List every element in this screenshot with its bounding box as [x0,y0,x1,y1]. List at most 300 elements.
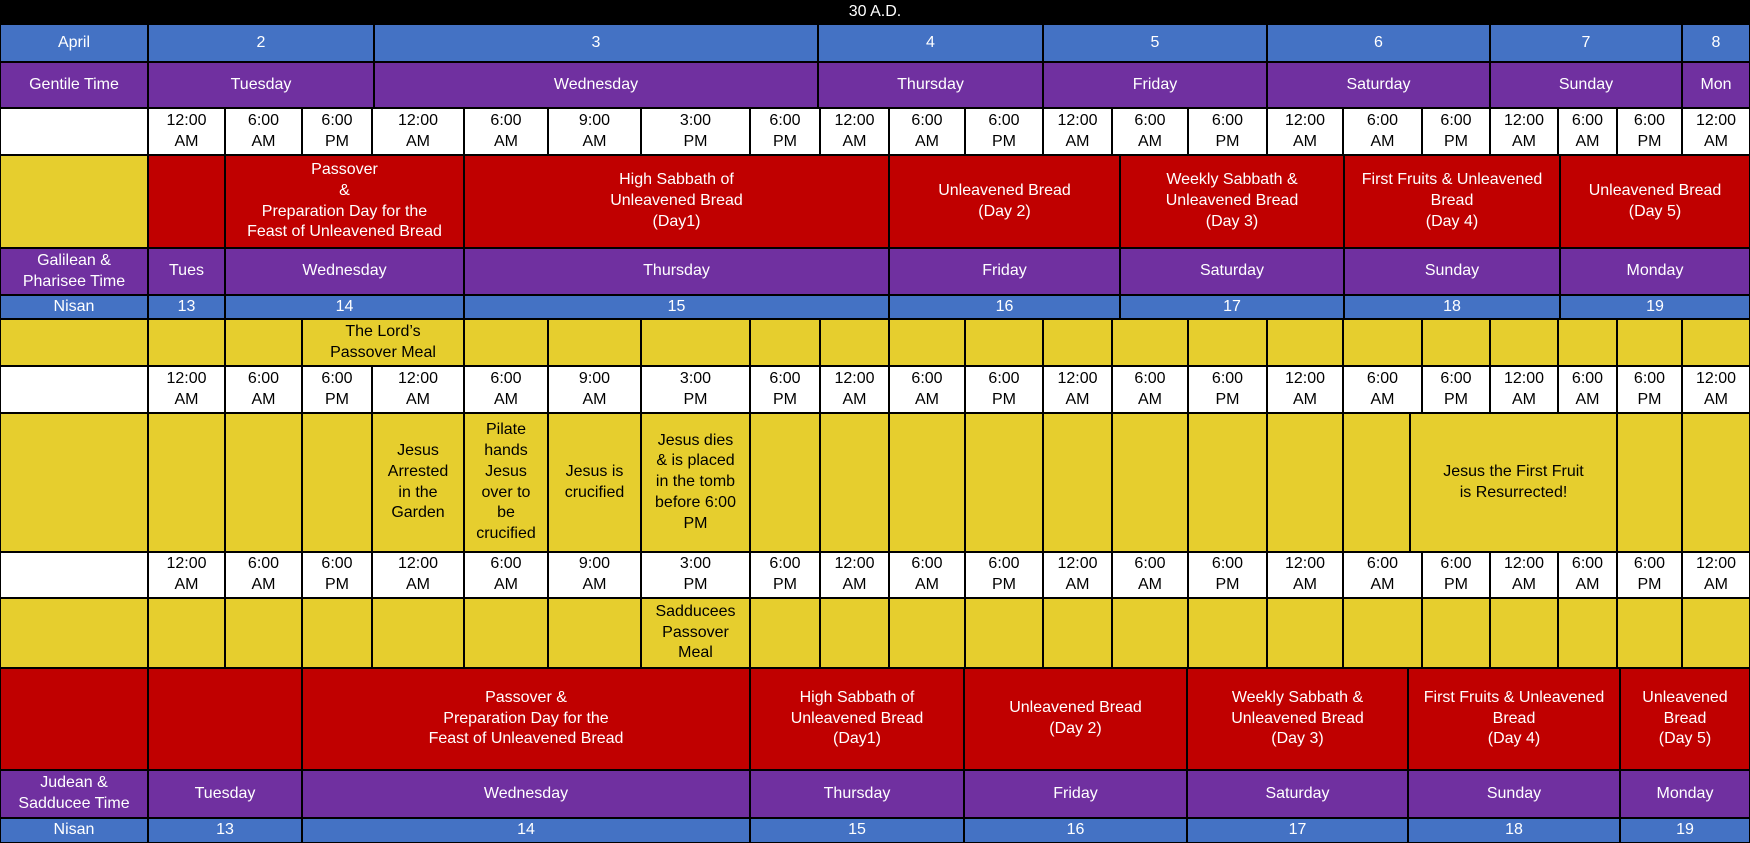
april-cell [1267,24,1490,62]
april-cell-text: 3 [591,33,601,51]
times2-cell [548,366,641,413]
meal2-cell [1267,598,1343,668]
judean-cell-text: Monday [1656,784,1714,802]
times3-cell [0,552,148,598]
times2-cell-text: 6:00 AM [1571,369,1604,408]
april-cell-text: 7 [1581,33,1591,51]
galilean-cell [0,248,148,295]
meal2-cell [548,598,641,668]
galilean-cell-text: Galilean & Pharisee Time [22,251,126,290]
times1-cell-text: 6:00 PM [1440,111,1472,150]
times3-cell [148,552,225,598]
meal2-cell [1558,598,1617,668]
nisan2-cell-text: Nisan [53,821,95,839]
judean-cell [964,770,1187,818]
galilean-cell-text: Saturday [1199,262,1265,280]
nisan2-cell-text: 13 [216,821,234,839]
times1-cell [1490,108,1558,155]
times2-cell-text: 12:00 AM [834,369,875,408]
meal1-cell [0,319,148,366]
meal1-cell [1188,319,1267,366]
times2-cell [820,366,889,413]
meal1-cell-text: The Lord’s Passover Meal [330,322,436,361]
times1-cell-text: 6:00 PM [1633,111,1666,150]
meal1-cell [889,319,965,366]
times2-cell [464,366,548,413]
events-cell [1617,413,1682,552]
times1-cell [1188,108,1267,155]
meal2-cell [1490,598,1558,668]
meal1-cell [1422,319,1490,366]
meal2-cell [1043,598,1112,668]
nisan1-cell [0,295,148,319]
events-cell [372,413,464,552]
nisan1-cell-text: Nisan [53,297,95,315]
judean-cell-text: Thursday [823,784,891,802]
times1-cell-text: 12:00 AM [1057,111,1098,150]
times3-cell-text: 6:00 PM [1440,555,1472,593]
times3-cell [1617,552,1682,598]
nisan1-cell-text: 13 [177,297,196,315]
events-cell [302,413,372,552]
nisan2-cell [302,818,750,843]
judean-cell [750,770,964,818]
gentile-cell-text: Saturday [1346,75,1411,93]
times1-cell-text: 6:00 AM [1366,111,1399,150]
times2-cell [1188,366,1267,413]
times1-cell [1558,108,1617,155]
times3-cell-text: 9:00 AM [578,555,611,593]
times2-cell-text: 6:00 AM [1134,369,1166,408]
times1-cell-text: 6:00 PM [769,111,801,150]
times3-cell-text: 12:00 AM [1284,555,1326,593]
feasts2-cell [302,668,750,770]
events-cell [1410,413,1617,552]
times1-cell [1112,108,1188,155]
nisan2-cell [1187,818,1408,843]
gentile-cell-text: Mon [1700,75,1732,93]
nisan2-cell-text: 19 [1676,821,1694,839]
times2-cell [750,366,820,413]
judean-cell-text: Wednesday [483,784,569,802]
nisan1-cell-text: 18 [1443,297,1461,315]
meal1-cell [750,319,820,366]
times1-cell [464,108,548,155]
times3-cell-text: 6:00 AM [1366,555,1399,593]
meal1-cell [1682,319,1750,366]
times2-cell-text: 12:00 AM [397,369,439,408]
times2-cell [1617,366,1682,413]
times3-cell [965,552,1043,598]
meal1-cell [965,319,1043,366]
gentile-cell [1682,62,1750,108]
meal1-cell [548,319,641,366]
times3-cell-text: 6:00 AM [1571,555,1604,593]
feasts2-cell-text: Unleavened Bread (Day 2) [1009,699,1142,737]
judean-cell [1408,770,1620,818]
times2-cell [302,366,372,413]
feasts2-cell [750,668,964,770]
april-cell-text: 5 [1150,33,1160,51]
times2-cell-text: 12:00 AM [1695,369,1737,408]
times1-cell-text: 6:00 AM [911,111,943,150]
nisan2-cell-text: 16 [1066,821,1085,839]
times1-cell [0,108,148,155]
feasts1-cell-text: High Sabbath of Unleavened Bread (Day1) [610,171,743,230]
events-cell [1267,413,1343,552]
events-cell [148,413,225,552]
galilean-cell [1344,248,1560,295]
events-cell [225,413,302,552]
feasts1-cell-text: Passover & Preparation Day for the Feast of Unleavened Bread [247,160,442,241]
times2-cell [641,366,750,413]
gentile-cell-text: Sunday [1558,75,1614,93]
meal1-cell [302,319,464,366]
times2-cell [0,366,148,413]
times3-cell [1188,552,1267,598]
times3-cell-text: 12:00 AM [1057,555,1098,593]
times1-cell [1267,108,1343,155]
meal2-cell [1617,598,1682,668]
times3-cell-text: 6:00 AM [247,555,280,593]
meal1-cell [820,319,889,366]
times1-cell [1422,108,1490,155]
meal1-cell [1558,319,1617,366]
times3-cell [1682,552,1750,598]
meal1-cell [464,319,548,366]
galilean-cell [225,248,464,295]
times1-cell [1343,108,1422,155]
times2-cell-text: 6:00 AM [911,369,943,408]
gentile-cell-text: Tuesday [230,75,292,93]
times1-cell [750,108,820,155]
times3-cell-text: 6:00 AM [490,555,522,593]
events-cell-text: Pilate hands Jesus over to be crucified [476,421,536,543]
events-cell [641,413,750,552]
times2-cell [1422,366,1490,413]
feasts2-cell-text: High Sabbath of Unleavened Bread (Day1) [790,688,924,748]
gentile-cell [374,62,818,108]
judean-cell [1187,770,1408,818]
nisan1-cell-text: 16 [995,297,1014,315]
times3-cell-text: 6:00 PM [988,555,1020,593]
feasts2-cell-text: First Fruits & Unleavened Bread (Day 4) [1423,688,1605,748]
meal1-cell [1043,319,1112,366]
meal2-cell [750,598,820,668]
times3-cell [1558,552,1617,598]
times3-cell [750,552,820,598]
meal2-cell [820,598,889,668]
gentile-cell-text: Friday [1132,75,1178,93]
times1-cell-text: 6:00 PM [1211,111,1244,150]
nisan1-cell [1120,295,1344,319]
galilean-cell-text: Monday [1626,262,1684,280]
times3-cell [1422,552,1490,598]
times1-cell-text: 6:00 PM [321,111,353,150]
nisan2-cell-text: 15 [848,821,866,839]
galilean-cell [148,248,225,295]
nisan1-cell [1344,295,1560,319]
times1-cell [965,108,1043,155]
times3-cell [302,552,372,598]
times2-cell-text: 6:00 PM [1633,369,1666,408]
nisan2-cell [0,818,148,843]
gentile-cell [818,62,1043,108]
events-cell [820,413,889,552]
meal1-cell [148,319,225,366]
feasts2-cell [964,668,1187,770]
times1-cell-text: 12:00 AM [834,111,875,150]
judean-cell-text: Sunday [1486,784,1542,802]
times2-cell [1558,366,1617,413]
times3-cell [548,552,641,598]
times3-cell [820,552,889,598]
events-cell [965,413,1043,552]
times2-cell [1267,366,1343,413]
times2-cell [225,366,302,413]
events-cell [464,413,548,552]
feasts1-cell [1344,155,1560,248]
times3-cell-text: 3:00 PM [679,555,712,593]
gentile-cell-text: Wednesday [553,75,639,93]
nisan1-cell-text: 17 [1223,297,1241,315]
events-cell [1188,413,1267,552]
events-cell [0,413,148,552]
events-cell [1343,413,1410,552]
times1-cell-text: 6:00 AM [490,111,522,150]
feasts2-cell-text: Unleavened Bread (Day 5) [1642,688,1728,748]
times2-cell-text: 9:00 AM [578,369,611,408]
title-cell [0,0,1750,24]
nisan2-cell [148,818,302,843]
times2-cell [1043,366,1112,413]
meal2-cell [372,598,464,668]
times3-cell [1267,552,1343,598]
times1-cell-text: 9:00 AM [578,111,611,150]
feasts1-cell-text: First Fruits & Unleavened Bread (Day 4) [1361,171,1543,230]
nisan1-cell-text: 14 [335,297,354,315]
galilean-cell-text: Friday [982,262,1027,280]
times1-cell [641,108,750,155]
times2-cell-text: 6:00 AM [490,369,522,408]
april-cell [1043,24,1267,62]
judean-cell-text: Friday [1053,784,1098,802]
feasts2-cell [1620,668,1750,770]
times2-cell-text: 3:00 PM [679,369,712,408]
april-cell-text: 6 [1374,33,1383,51]
judean-cell-text: Judean & Sadducee Time [18,774,130,812]
feasts2-cell-text: Weekly Sabbath & Unleavened Bread (Day 3) [1231,688,1364,748]
april-cell [0,24,148,62]
times2-cell [889,366,965,413]
meal2-cell [965,598,1043,668]
times2-cell-text: 12:00 AM [1057,369,1098,408]
times2-cell-text: 12:00 AM [166,369,207,408]
meal1-cell [641,319,750,366]
gentile-cell [1267,62,1490,108]
times2-cell [148,366,225,413]
times1-cell [148,108,225,155]
galilean-cell-text: Tues [169,262,204,280]
times1-cell [548,108,641,155]
galilean-cell [464,248,889,295]
times1-cell [225,108,302,155]
meal2-cell [1343,598,1422,668]
april-cell [818,24,1043,62]
galilean-cell [1120,248,1344,295]
times1-cell [372,108,464,155]
times3-cell-text: 12:00 AM [166,555,207,593]
times3-cell-text: 12:00 AM [834,555,875,593]
feasts1-cell [889,155,1120,248]
feasts2-cell [148,668,302,770]
meal1-cell [1267,319,1343,366]
nisan2-cell [750,818,964,843]
gentile-cell [148,62,374,108]
feasts1-cell [464,155,889,248]
times2-cell [1112,366,1188,413]
times1-cell-text: 6:00 AM [1134,111,1166,150]
times3-cell-text: 6:00 AM [911,555,943,593]
judean-cell-text: Saturday [1265,784,1330,802]
meal1-cell [1343,319,1422,366]
times3-cell [464,552,548,598]
meal2-cell [464,598,548,668]
gentile-cell-text: Thursday [897,75,964,93]
times1-cell-text: 12:00 AM [397,111,439,150]
nisan2-cell [964,818,1187,843]
title-cell-text: 30 A.D. [848,2,902,20]
meal2-cell [641,598,750,668]
feasts1-cell [148,155,225,248]
events-cell [548,413,641,552]
judean-cell [302,770,750,818]
nisan2-cell-text: 18 [1505,821,1523,839]
meal2-cell [302,598,372,668]
times3-cell-text: 6:00 PM [321,555,353,593]
times1-cell [1682,108,1750,155]
meal1-cell [225,319,302,366]
gentile-cell [1490,62,1682,108]
april-cell [148,24,374,62]
events-cell-text: Jesus the First Fruit is Resurrected! [1443,462,1584,501]
meal2-cell [148,598,225,668]
times2-cell-text: 6:00 PM [1440,369,1472,408]
events-cell [750,413,820,552]
feasts2-cell [1187,668,1408,770]
gentile-cell [0,62,148,108]
nisan1-cell [148,295,225,319]
meal2-cell-text: Sadducees Passover Meal [655,602,736,662]
feasts1-cell-text: Unleavened Bread (Day 2) [938,181,1071,220]
nisan1-cell [225,295,464,319]
events-cell-text: Jesus dies & is placed in the tomb before 6:00 PM [655,431,736,532]
times2-cell-text: 12:00 AM [1284,369,1326,408]
times3-cell-text: 12:00 AM [1503,555,1545,593]
times1-cell [1617,108,1682,155]
times1-cell [302,108,372,155]
galilean-cell [1560,248,1750,295]
times2-cell-text: 6:00 PM [988,369,1020,408]
times3-cell-text: 12:00 AM [1695,555,1737,593]
meal2-cell [225,598,302,668]
feasts1-cell [1120,155,1344,248]
times2-cell [965,366,1043,413]
april-cell [374,24,818,62]
nisan1-cell-text: 19 [1646,297,1664,315]
times3-cell-text: 6:00 AM [1134,555,1166,593]
times3-cell [1490,552,1558,598]
times3-cell [225,552,302,598]
events-cell-text: Jesus Arrested in the Garden [387,441,449,522]
judean-cell [1620,770,1750,818]
times2-cell [1343,366,1422,413]
meal2-cell [1682,598,1750,668]
gentile-cell [1043,62,1267,108]
galilean-cell-text: Wednesday [302,262,387,280]
times1-cell-text: 12:00 AM [166,111,207,150]
judean-cell [148,770,302,818]
april-cell-text: 4 [926,33,935,51]
times2-cell-text: 6:00 PM [321,369,353,408]
times3-cell [1043,552,1112,598]
meal1-cell [1617,319,1682,366]
nisan1-cell [889,295,1120,319]
feasts2-cell-text: Passover & Preparation Day for the Feast of Unleavened Bread [428,688,624,748]
times2-cell [1682,366,1750,413]
meal1-cell [1112,319,1188,366]
galilean-cell-text: Thursday [643,262,710,280]
nisan1-cell [1560,295,1750,319]
events-cell-text: Jesus is crucified [564,462,625,501]
times1-cell [889,108,965,155]
times1-cell-text: 3:00 PM [679,111,712,150]
galilean-cell-text: Sunday [1424,262,1480,280]
times1-cell [1043,108,1112,155]
feasts1-cell [0,155,148,248]
events-cell [889,413,965,552]
times3-cell [1343,552,1422,598]
judean-cell [0,770,148,818]
april-cell-text: 8 [1711,33,1721,51]
feasts2-cell [0,668,148,770]
times2-cell-text: 6:00 PM [1211,369,1244,408]
feasts1-cell-text: Weekly Sabbath & Unleavened Bread (Day 3) [1165,171,1299,230]
times3-cell-text: 12:00 AM [397,555,439,593]
times3-cell [372,552,464,598]
times3-cell-text: 6:00 PM [1633,555,1666,593]
times2-cell-text: 6:00 PM [769,369,801,408]
galilean-cell [889,248,1120,295]
meal2-cell [1188,598,1267,668]
april-cell [1682,24,1750,62]
times1-cell-text: 12:00 AM [1503,111,1545,150]
nisan1-cell-text: 15 [667,297,686,315]
times2-cell [1490,366,1558,413]
feasts1-cell [225,155,464,248]
times1-cell-text: 6:00 AM [247,111,280,150]
feasts2-cell [1408,668,1620,770]
events-cell [1112,413,1188,552]
feasts1-cell [1560,155,1750,248]
times3-cell-text: 6:00 PM [769,555,801,593]
times1-cell-text: 12:00 AM [1284,111,1326,150]
nisan2-cell-text: 14 [517,821,535,839]
events-cell [1682,413,1750,552]
times3-cell [641,552,750,598]
times1-cell-text: 12:00 AM [1695,111,1737,150]
nisan2-cell [1408,818,1620,843]
